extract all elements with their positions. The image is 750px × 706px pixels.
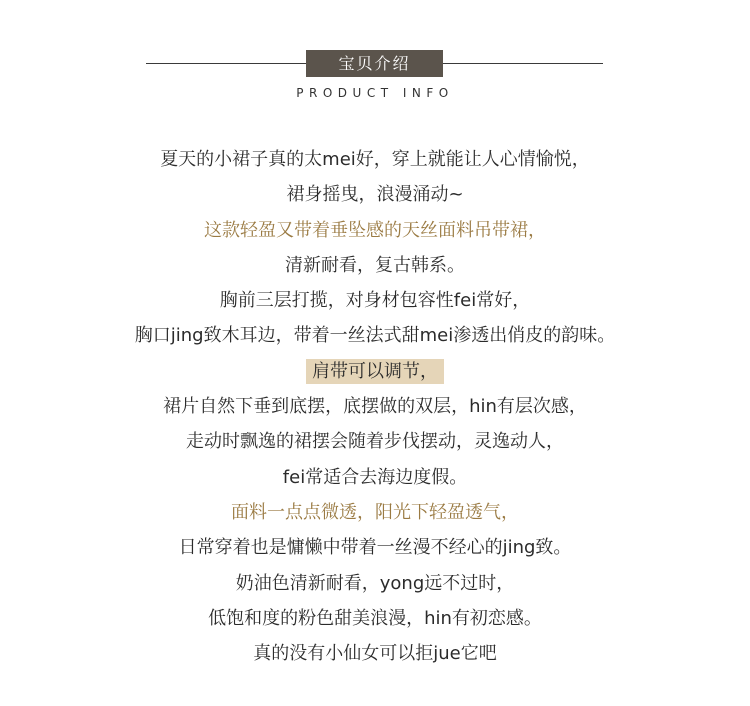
description-line-accent: 面料一点点微透，阳光下轻盈透气， (231, 501, 519, 523)
description-line: 夏天的小裙子真的太mei好，穿上就能让人心情愉悦， (160, 149, 590, 170)
section-subtitle: PRODUCT INFO (296, 86, 454, 100)
description-line: 裙身摇曳，浪漫涌动~ (286, 184, 464, 206)
description-line: 低饱和度的粉色甜美浪漫，hin有初恋感。 (208, 607, 542, 629)
description-line-accent: 这款轻盈又带着垂坠感的天丝面料吊带裙， (204, 219, 546, 241)
description-line: 日常穿着也是慵懒中带着一丝漫不经心的jing致。 (178, 537, 572, 559)
description-line: 胸前三层打揽，对身材包容性fei常好， (219, 290, 531, 312)
description-line: 走动时飘逸的裙摆会随着步伐摆动，灵逸动人， (186, 431, 564, 453)
description-line: 清新耐看，复古韩系。 (285, 254, 465, 276)
description-line: 奶油色清新耐看，yong远不过时， (235, 572, 515, 594)
description-line-highlight: 肩带可以调节， (0, 354, 750, 389)
description-line: fei常适合去海边度假。 (282, 466, 468, 488)
header-divider-right (443, 63, 603, 64)
header-divider-left (146, 63, 306, 64)
product-description (0, 142, 750, 671)
description-line: 真的没有小仙女可以拒jue它吧 (253, 643, 497, 665)
description-line: 胸口jing致木耳边，带着一丝法式甜mei渗透出俏皮的韵味。 (134, 325, 616, 347)
description-line: 裙片自然下垂到底摆，底摆做的双层，hin有层次感， (163, 396, 587, 418)
section-header (0, 50, 750, 80)
section-title-badge: 宝贝介绍 (306, 50, 443, 77)
